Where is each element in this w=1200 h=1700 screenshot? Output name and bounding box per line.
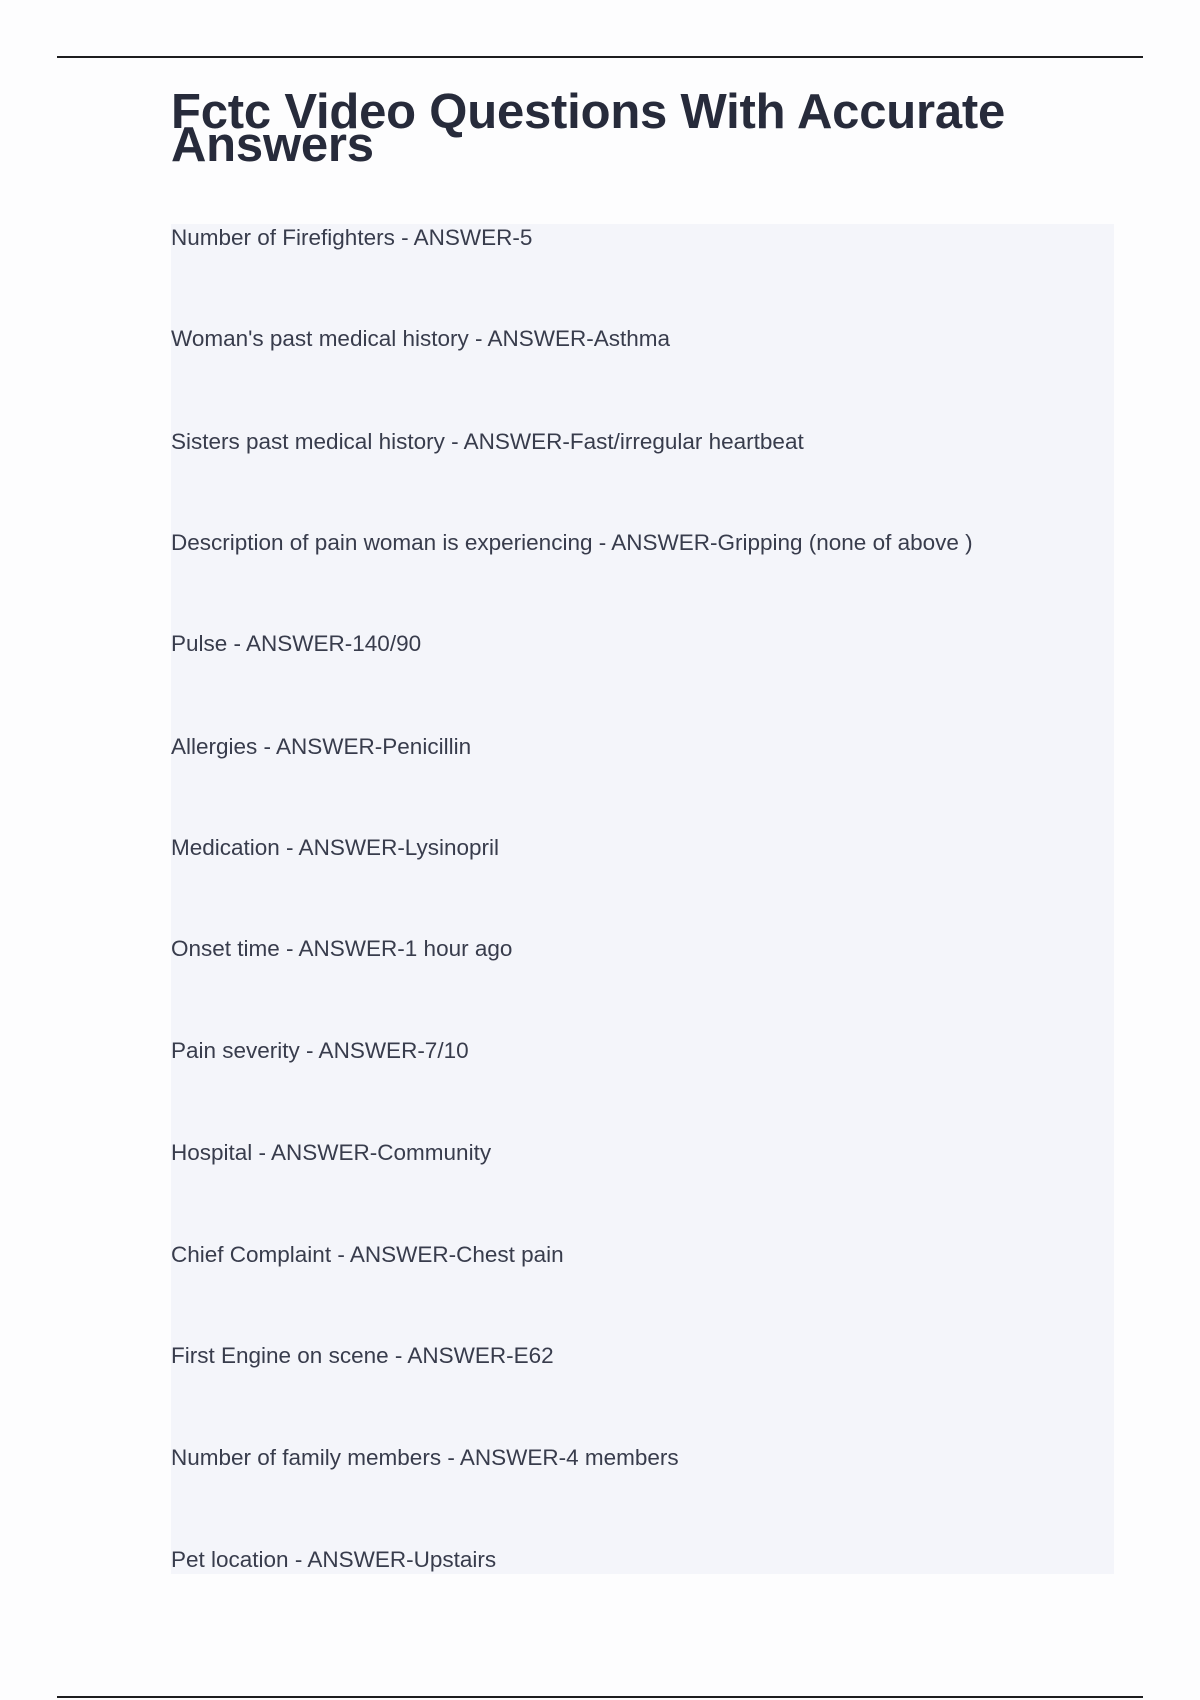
qa-item: Number of Firefighters - ANSWER-5 — [171, 225, 533, 250]
qa-item: Pain severity - ANSWER-7/10 — [171, 1038, 469, 1063]
qa-item: Medication - ANSWER-Lysinopril — [171, 835, 500, 860]
qa-item: Woman's past medical history - ANSWER-Asthma — [171, 326, 671, 351]
qa-item: Chief Complaint - ANSWER-Chest pain — [171, 1242, 564, 1267]
qa-item: First Engine on scene - ANSWER-E62 — [171, 1343, 554, 1368]
qa-item: Sisters past medical history - ANSWER-Fast/irregular heartbeat — [171, 429, 804, 454]
qa-item: Pulse - ANSWER-140/90 — [171, 631, 422, 656]
qa-item: Pet location - ANSWER-Upstairs — [171, 1547, 497, 1572]
qa-item: Hospital - ANSWER-Community — [171, 1140, 492, 1165]
qa-item: Onset time - ANSWER-1 hour ago — [171, 936, 513, 961]
qa-item: Description of pain woman is experiencing - ANSWER-Gripping (none of above ) — [171, 530, 973, 555]
bottom-rule — [57, 1696, 1143, 1698]
top-rule — [57, 56, 1143, 58]
document-title: Fctc Video Questions With Accurate Answers — [171, 85, 1006, 173]
qa-item: Allergies - ANSWER-Penicillin — [171, 734, 472, 759]
qa-panel — [171, 224, 1114, 1574]
qa-item: Number of family members - ANSWER-4 members — [171, 1445, 679, 1470]
